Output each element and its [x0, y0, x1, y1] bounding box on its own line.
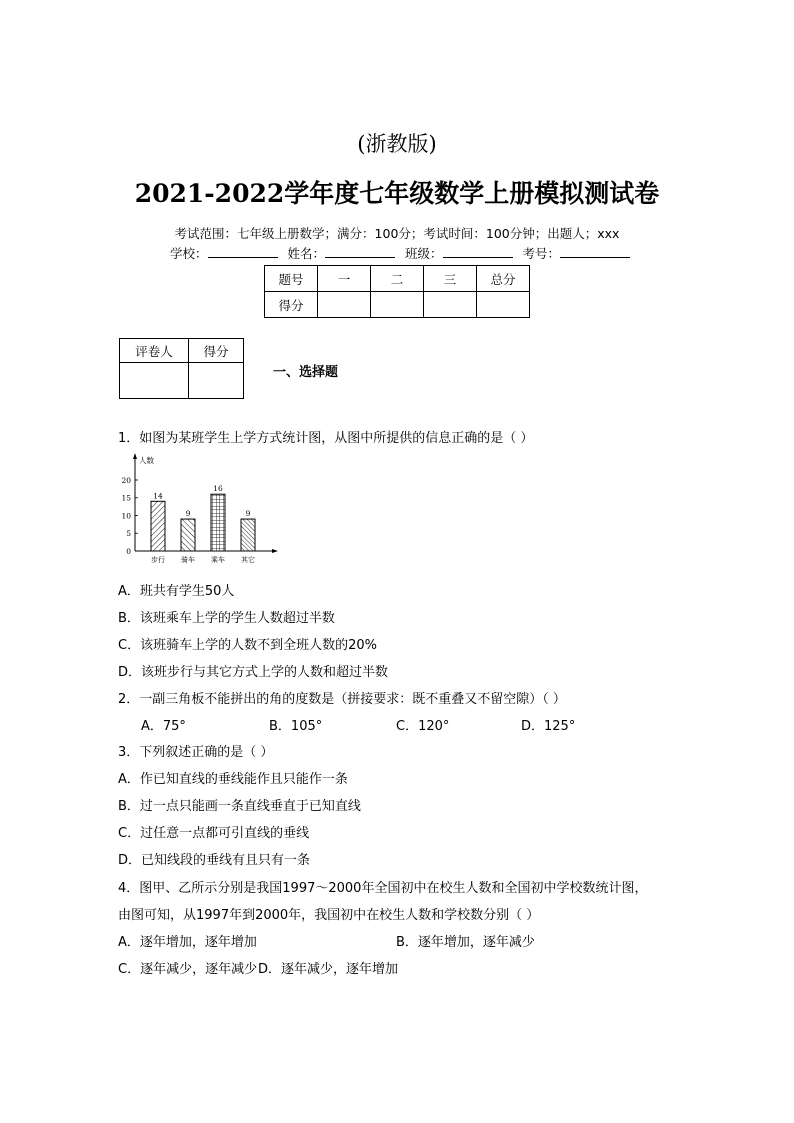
question-4-stem-line1: 4．图甲、乙所示分别是我国1997～2000年全国初中在校生人数和全国初中学校数统计图，	[118, 881, 648, 896]
q3-option-b[interactable]: B．过一点只能画一条直线垂直于已知直线	[118, 799, 361, 814]
grader-table-header-row	[120, 339, 244, 363]
section-title: 一、选择题	[273, 365, 339, 380]
bar-其它	[241, 519, 255, 551]
score-input-cell[interactable]	[318, 292, 371, 318]
grader-input-cell[interactable]	[120, 363, 189, 399]
class-label: 班级：	[405, 246, 443, 261]
grader-table-body-row	[120, 363, 244, 399]
bar-步行	[151, 501, 165, 551]
y-axis-label: 人数	[139, 456, 154, 465]
score-row-label: 得分	[265, 292, 318, 318]
q2-option-d[interactable]: D．125°	[521, 719, 576, 734]
class-blank[interactable]	[443, 245, 513, 258]
score-input-cell[interactable]	[371, 292, 424, 318]
score-table-cell: 三	[424, 266, 477, 292]
bar-value-label: 16	[213, 484, 223, 494]
paper-subtitle: (浙教版)	[357, 132, 437, 156]
score-table-cell: 一	[318, 266, 371, 292]
bar-value-label: 9	[245, 509, 251, 519]
category-label: 其它	[241, 556, 255, 564]
score-table-header-row	[265, 266, 530, 292]
category-label: 步行	[151, 556, 165, 564]
q1-option-b[interactable]: B．该班乘车上学的学生人数超过半数	[118, 611, 335, 626]
q1-option-c[interactable]: C．该班骑车上学的人数不到全班人数的20%	[118, 638, 377, 653]
score-table-cell: 二	[371, 266, 424, 292]
q3-option-c[interactable]: C．过任意一点都可引直线的垂线	[118, 826, 310, 841]
y-tick-label: 20	[121, 475, 131, 485]
bar-骑车	[181, 519, 195, 551]
q3-option-d[interactable]: D．已知线段的垂线有且只有一条	[118, 853, 311, 868]
grader-header-cell: 得分	[189, 339, 244, 363]
q2-option-a[interactable]: A．75°	[141, 719, 186, 734]
y-tick-label: 15	[121, 493, 131, 503]
number-blank[interactable]	[560, 245, 630, 258]
category-label: 乘车	[211, 556, 225, 564]
q1-option-a[interactable]: A．班共有学生50人	[118, 584, 235, 599]
q4-option-b[interactable]: B．逐年增加，逐年减少	[396, 935, 535, 950]
name-blank[interactable]	[325, 245, 395, 258]
paper-title: 2021-2022学年度七年级数学上册模拟测试卷	[134, 179, 660, 208]
q2-option-c[interactable]: C．120°	[396, 719, 450, 734]
y-axis-arrow	[133, 453, 137, 459]
score-table	[264, 265, 530, 318]
name-label: 姓名：	[287, 246, 326, 261]
number-label: 考号：	[522, 246, 561, 261]
score-table-score-row	[265, 292, 530, 318]
question-1-stem: 1．如图为某班学生上学方式统计图，从图中所提供的信息正确的是（ ）	[118, 431, 534, 446]
score-table-cell: 总分	[477, 266, 530, 292]
transport-bar-chart	[118, 450, 288, 570]
y-tick-label: 0	[126, 546, 131, 556]
score-table-cell: 题号	[265, 266, 318, 292]
question-3-stem: 3．下列叙述正确的是（ ）	[118, 745, 274, 760]
grader-header-cell: 评卷人	[120, 339, 189, 363]
q2-option-b[interactable]: B．105°	[269, 719, 323, 734]
question-4-stem-line2: 由图可知，从1997年到2000年，我国初中在校生人数和学校数分别（ ）	[118, 908, 540, 923]
bar-value-label: 9	[185, 509, 191, 519]
bar-value-label: 14	[153, 491, 163, 501]
exam-info: 考试范围：七年级上册数学；满分：100分；考试时间：100分钟；出题人；xxx	[174, 226, 620, 241]
score-input-cell[interactable]	[477, 292, 530, 318]
student-info-line	[170, 244, 630, 262]
y-tick-label: 10	[121, 511, 131, 521]
school-blank[interactable]	[208, 245, 278, 258]
q1-option-d[interactable]: D．该班步行与其它方式上学的人数和超过半数	[118, 665, 389, 680]
grader-input-cell[interactable]	[189, 363, 244, 399]
school-label: 学校：	[170, 246, 208, 261]
grader-table	[119, 338, 244, 399]
q4-option-d[interactable]: D．逐年减少，逐年增加	[258, 962, 399, 977]
score-input-cell[interactable]	[424, 292, 477, 318]
category-label: 骑车	[181, 556, 195, 564]
x-axis-arrow	[272, 549, 278, 553]
q3-option-a[interactable]: A．作已知直线的垂线能作且只能作一条	[118, 772, 348, 787]
q4-option-c[interactable]: C．逐年减少，逐年减少	[118, 962, 258, 977]
bar-乘车	[211, 494, 225, 551]
y-tick-label: 5	[126, 529, 131, 539]
q4-option-a[interactable]: A．逐年增加，逐年增加	[118, 935, 257, 950]
question-2-stem: 2．一副三角板不能拼出的角的度数是（拼接要求：既不重叠又不留空隙）（ ）	[118, 692, 566, 707]
